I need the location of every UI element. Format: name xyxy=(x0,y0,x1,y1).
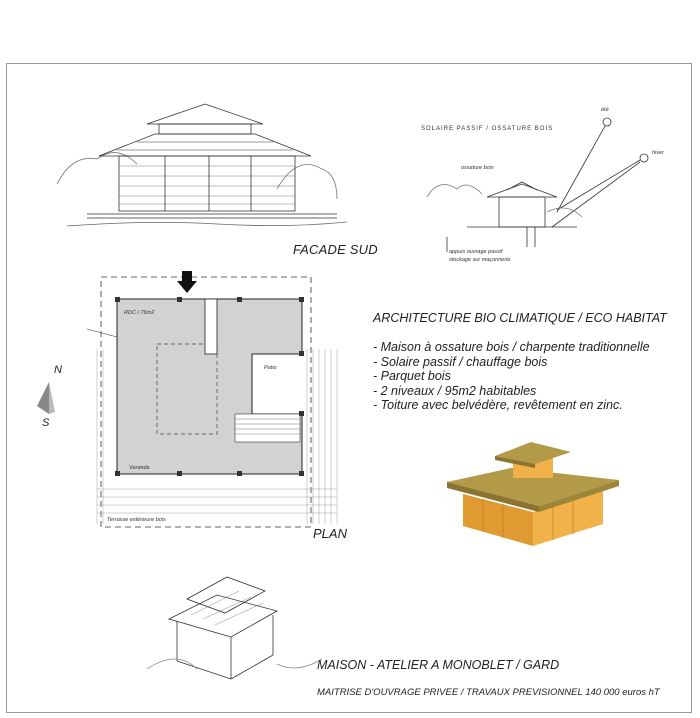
compass-north: N xyxy=(54,364,62,376)
feature-item: - 2 niveaux / 95m2 habitables xyxy=(373,383,537,398)
feature-item: - Toiture avec belvédère, revêtement en zinc. xyxy=(373,398,623,412)
feature-list xyxy=(373,340,650,413)
plan-rdc-label: RDC / 76m2 xyxy=(124,310,155,316)
project-title: MAISON - ATELIER A MONOBLET / GARD xyxy=(317,658,560,672)
feature-item: - Maison à ossature bois / charpente traditionnelle xyxy=(373,340,650,354)
plan-patio-label: Patio xyxy=(264,365,277,371)
compass-arrow-icon xyxy=(35,382,55,414)
feature-item: - Solaire passif / chauffage bois xyxy=(373,354,548,369)
feature-item: - Parquet bois xyxy=(373,369,451,383)
compass-south: S xyxy=(42,417,50,429)
document-sheet xyxy=(6,63,692,713)
note-ossature: ossature bois xyxy=(461,165,494,171)
note-hiver: hiver xyxy=(652,150,664,156)
perspective-sketch xyxy=(147,569,327,689)
note-ete: été xyxy=(601,107,609,113)
note-appuis-2: stockage sur maçonnerie xyxy=(449,257,511,263)
solar-title: SOLAIRE PASSIF / OSSATURE BOIS xyxy=(421,126,554,132)
project-subtitle: MAITRISE D'OUVRAGE PRIVEE / TRAVAUX PREVISIONNEL 140 000 euros hT xyxy=(317,687,660,698)
note-appuis-1: appuis ouvrage passif xyxy=(449,249,503,255)
solar-section-sketch xyxy=(407,102,687,262)
plan-terrasse-label: Terrasse extérieure bois xyxy=(107,517,166,523)
architecture-title: ARCHITECTURE BIO CLIMATIQUE / ECO HABITAT xyxy=(373,311,667,325)
plan-label: PLAN xyxy=(313,526,347,541)
facade-label: FACADE SUD xyxy=(293,242,378,257)
plan-veranda-label: Veranda xyxy=(129,465,150,471)
facade-sud-sketch xyxy=(47,94,347,244)
house-3d-model xyxy=(443,434,623,554)
